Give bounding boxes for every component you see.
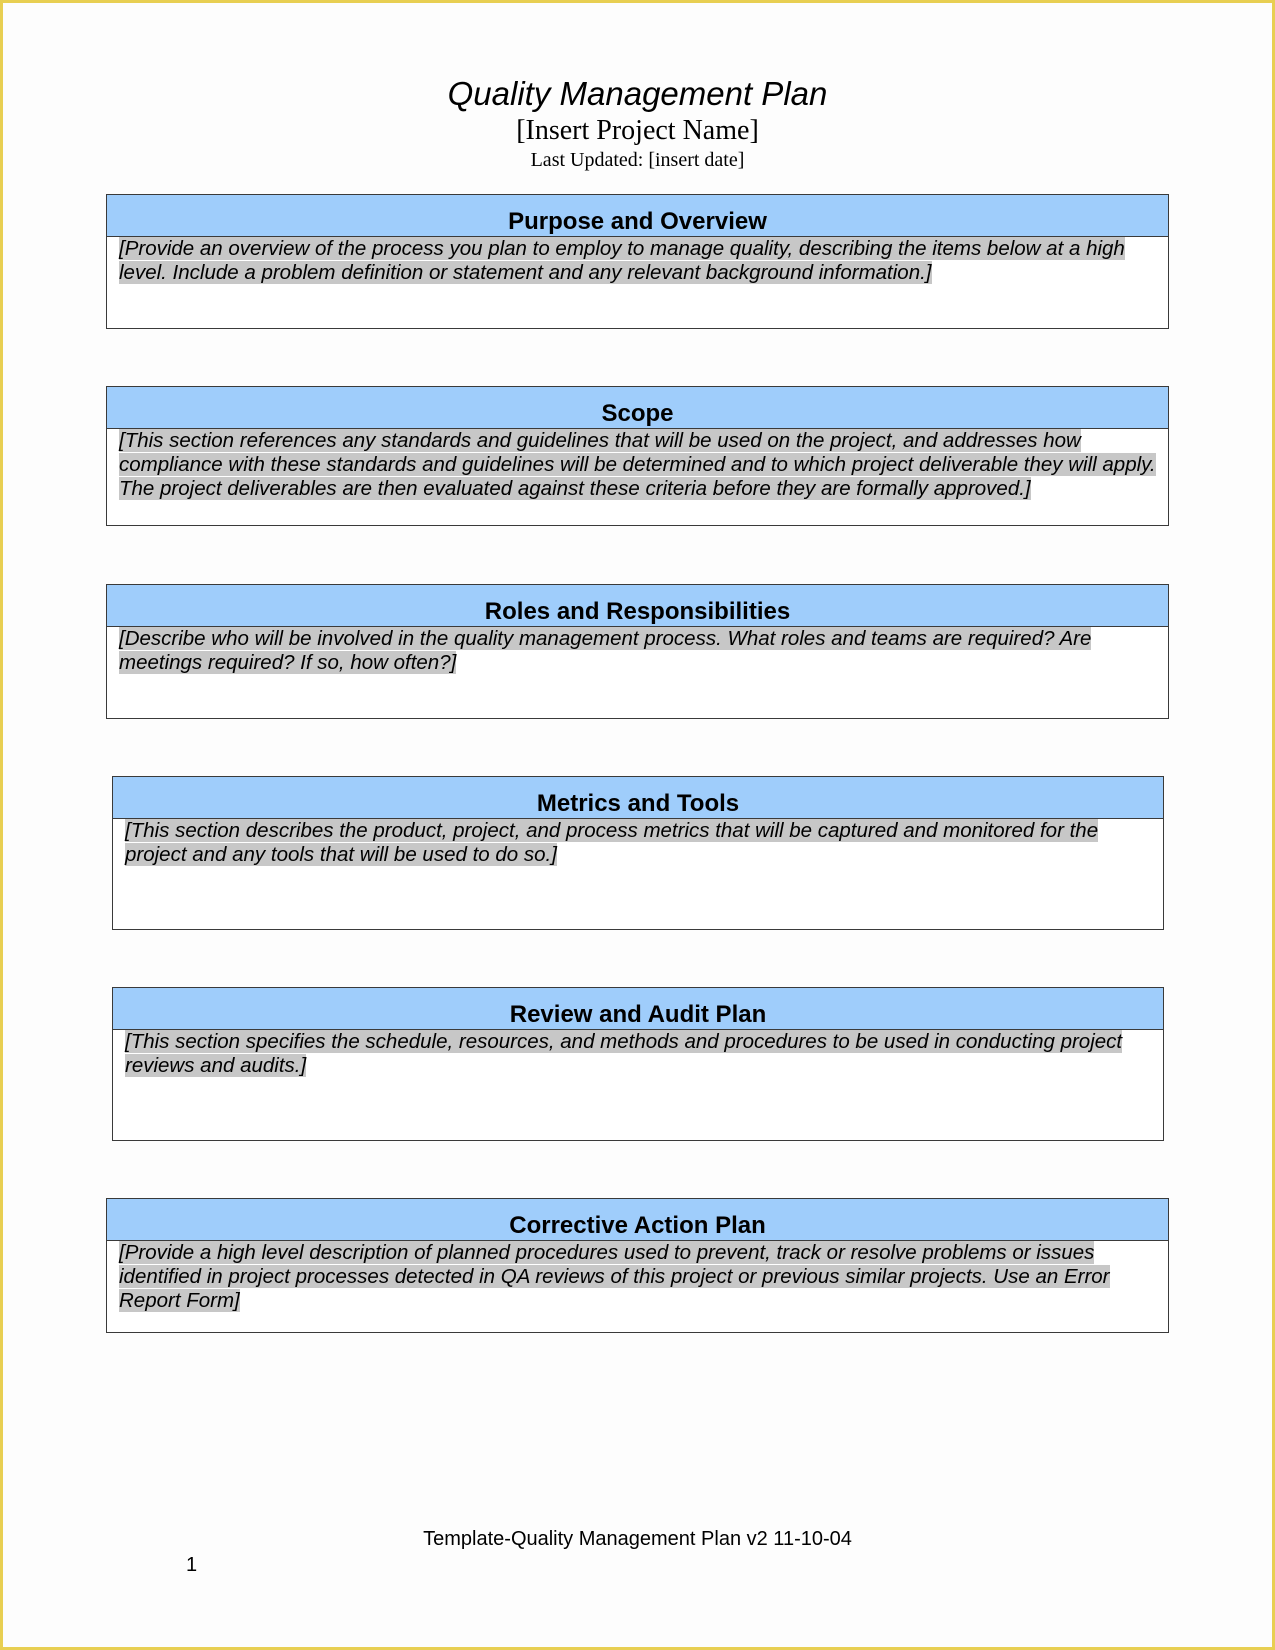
section-heading: Purpose and Overview: [107, 195, 1168, 237]
section-heading: Scope: [107, 387, 1168, 429]
section-heading: Review and Audit Plan: [113, 988, 1163, 1030]
section-heading: Metrics and Tools: [113, 777, 1163, 819]
section-body[interactable]: [113, 819, 1163, 867]
section-body[interactable]: [107, 429, 1168, 501]
section-body[interactable]: [113, 1030, 1163, 1078]
project-name: [Insert Project Name]: [516, 115, 759, 146]
section-body-text: [Provide an overview of the process you plan to employ to manage quality, describing the items below at a high level. Include a problem definition or statement and any relevant background information.]: [119, 237, 1125, 284]
document-title: Quality Management Plan: [447, 75, 828, 112]
section-body[interactable]: [107, 237, 1168, 285]
section-heading: Corrective Action Plan: [107, 1199, 1168, 1241]
section-body[interactable]: [107, 1241, 1168, 1313]
section-metrics-tools: [112, 776, 1164, 930]
section-body-text: [This section specifies the schedule, resources, and methods and procedures to be used in conducting project reviews and audits.]: [125, 1030, 1123, 1077]
section-body-text: [This section references any standards and guidelines that will be used on the project, and addresses how compliance with these standards and guidelines will be determined and to which project deliverable they will apply. The project deliverables are then evaluated against these criteria before they are formally approved.]: [119, 429, 1156, 500]
section-purpose-overview: [106, 194, 1169, 329]
section-body[interactable]: [107, 627, 1168, 675]
section-scope: [106, 386, 1169, 526]
section-body-text: [Describe who will be involved in the quality management process. What roles and teams are required? Are meetings required? If so, how often?]: [119, 627, 1092, 674]
section-body-text: [Provide a high level description of planned procedures used to prevent, track or resolve problems or issues identified in project processes detected in QA reviews of this project or previous similar projects. Use an Error Report Form]: [119, 1241, 1110, 1312]
section-review-audit-plan: [112, 987, 1164, 1141]
page-number: 1: [186, 1554, 198, 1576]
section-roles-responsibilities: [106, 584, 1169, 719]
section-heading: Roles and Responsibilities: [107, 585, 1168, 627]
footer-template-label: Template-Quality Management Plan v2 11-10-04: [423, 1528, 852, 1550]
section-corrective-action-plan: [106, 1198, 1169, 1333]
last-updated: Last Updated: [insert date]: [530, 149, 745, 171]
section-body-text: [This section describes the product, project, and process metrics that will be captured and monitored for the project and any tools that will be used to do so.]: [125, 819, 1099, 866]
